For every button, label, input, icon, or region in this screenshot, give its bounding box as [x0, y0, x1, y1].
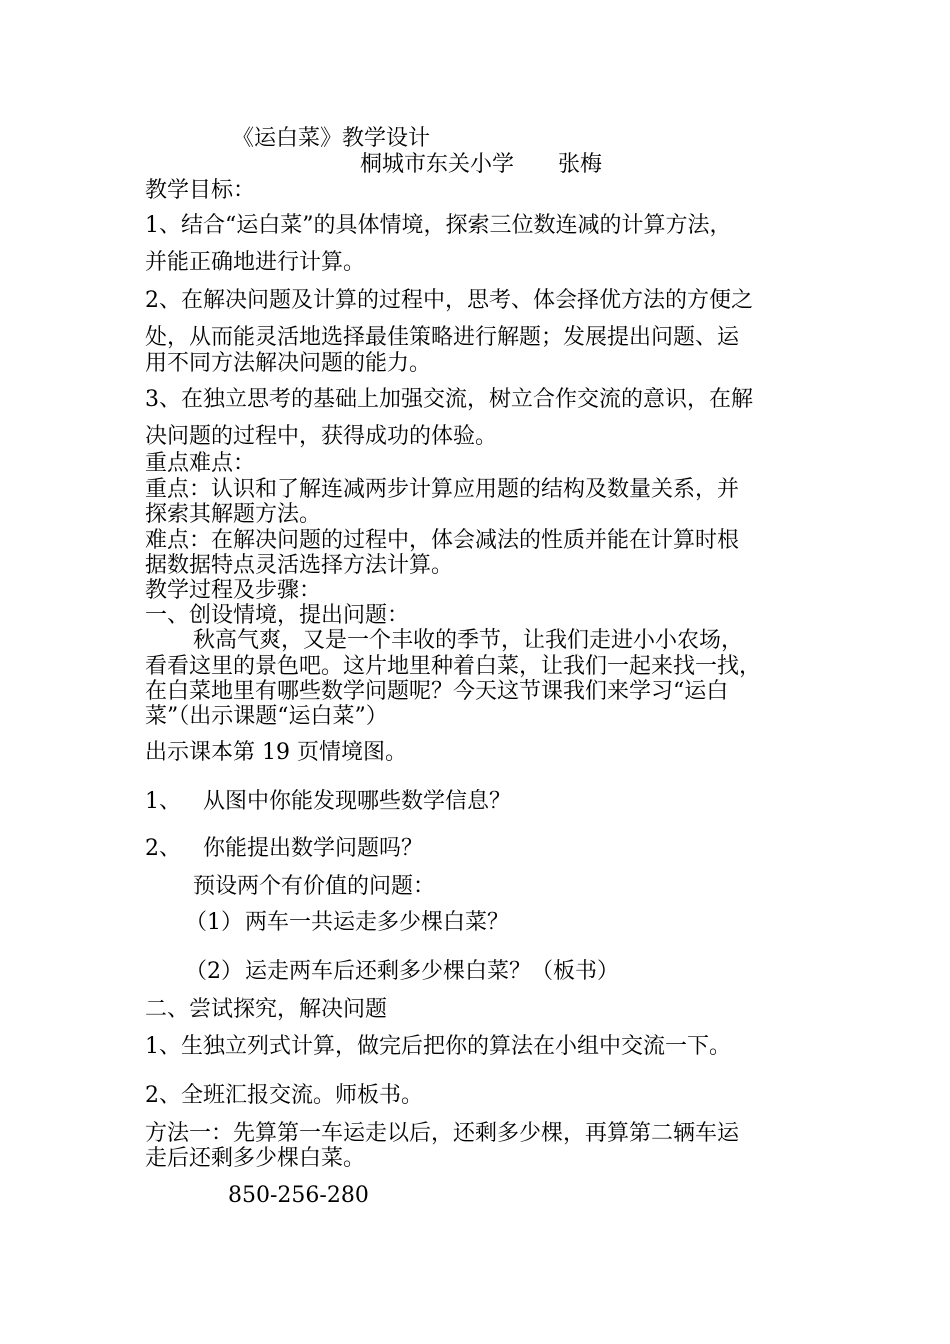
textbook-figure-line: 出示课本第 19 页情境图。 — [145, 740, 407, 765]
document-title: 《运白菜》教学设计 — [232, 126, 431, 151]
key-point-label: 重点： — [145, 477, 212, 502]
objective-3-line-2: 决问题的过程中，获得成功的体验。 — [145, 424, 498, 449]
question-1-text: 从图中你能发现哪些数学信息？ — [203, 789, 512, 814]
section-1-heading: 一、创设情境，提出问题： — [145, 603, 410, 628]
preset-2-number: （2） — [185, 959, 243, 984]
objective-2-line-2: 处，从而能灵活地选择最佳策略进行解题；发展提出问题、运 — [145, 325, 740, 350]
key-points-heading: 重点难点： — [145, 451, 256, 476]
preset-1-number: （1） — [185, 910, 243, 935]
objective-1-line-2: 并能正确地进行计算。 — [145, 250, 366, 275]
method-1-line-1: 方法一：先算第一车运走以后，还剩多少棵，再算第二辆车运 — [145, 1121, 740, 1146]
section-1-paragraph-line-2: 看看这里的景色吧。这片地里种着白菜，让我们一起来找一找， — [145, 654, 762, 679]
key-point-line-2: 探索其解题方法。 — [145, 502, 322, 527]
question-2-text: 你能提出数学问题吗？ — [203, 836, 424, 861]
preset-1-text: 两车一共运走多少棵白菜？ — [245, 910, 510, 935]
key-point-text-1: 认识和了解连减两步计算应用题的结构及数量关系，并 — [211, 477, 740, 502]
author-line: 桐城市东关小学 张梅 — [360, 152, 603, 177]
section-2-step-1: 1、生独立列式计算，做完后把你的算法在小组中交流一下。 — [145, 1034, 731, 1059]
difficult-point-line-2: 据数据特点灵活选择方法计算。 — [145, 553, 454, 578]
question-1-number: 1、 — [145, 789, 181, 814]
question-2-number: 2、 — [145, 836, 181, 861]
objective-2-line-3: 用不同方法解决问题的能力。 — [145, 351, 432, 376]
section-1-paragraph-line-4: 菜”（出示课题“运白菜”） — [145, 704, 388, 729]
section-2-step-2: 2、全班汇报交流。师板书。 — [145, 1083, 423, 1108]
section-1-paragraph-line-3: 在白菜地里有哪些数学问题呢？今天这节课我们来学习“运白 — [145, 679, 729, 704]
difficult-point-label: 难点： — [145, 528, 212, 553]
preset-2-text: 运走两车后还剩多少棵白菜？（板书） — [245, 959, 620, 984]
difficult-point-text-1: 在解决问题的过程中，体会减法的性质并能在计算时根 — [211, 528, 740, 553]
key-point-line-1 — [145, 477, 739, 503]
method-1-formula: 850-256-280 — [228, 1183, 369, 1208]
section-2-heading: 二、尝试探究，解决问题 — [145, 997, 388, 1022]
objective-1-line-1: 1、结合“运白菜”的具体情境，探索三位数连减的计算方法， — [145, 213, 732, 238]
preset-intro: 预设两个有价值的问题： — [193, 874, 436, 899]
process-heading: 教学过程及步骤： — [145, 578, 322, 603]
section-1-paragraph-line-1: 秋高气爽，又是一个丰收的季节，让我们走进小小农场， — [193, 628, 744, 653]
objectives-heading: 教学目标： — [145, 178, 256, 203]
difficult-point-line-1 — [145, 528, 739, 554]
objective-3-line-1: 3、在独立思考的基础上加强交流，树立合作交流的意识，在解 — [145, 387, 753, 412]
objective-2-line-1: 2、在解决问题及计算的过程中，思考、体会择优方法的方便之 — [145, 288, 753, 313]
method-1-line-2: 走后还剩多少棵白菜。 — [145, 1146, 366, 1171]
